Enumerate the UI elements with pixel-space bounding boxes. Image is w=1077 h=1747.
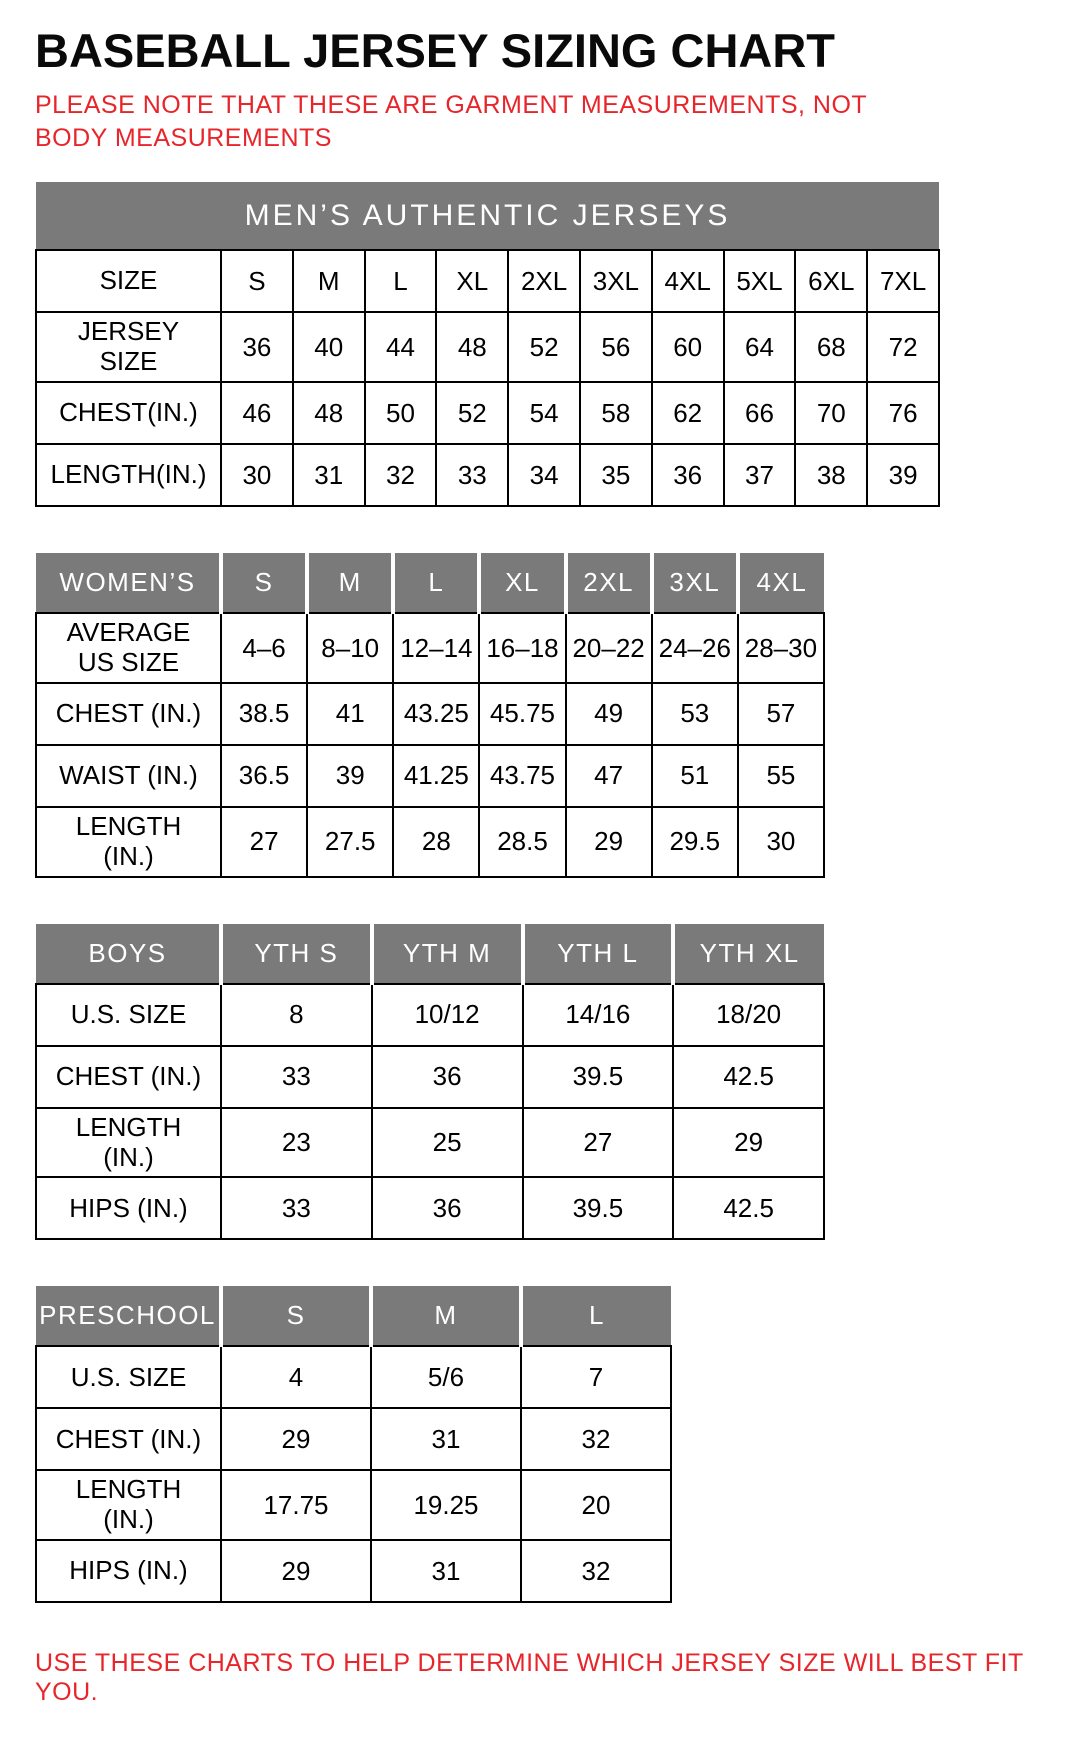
preschool-size-header-cell: M (371, 1286, 521, 1346)
value-cell: 18/20 (673, 984, 824, 1046)
value-cell: 4 (221, 1346, 371, 1408)
table-row (36, 984, 824, 1046)
value-cell: 30 (738, 807, 824, 877)
value-cell: 28 (393, 807, 479, 877)
value-cell: 43.25 (393, 683, 479, 745)
value-cell: 50 (365, 382, 437, 444)
value-cell: 31 (371, 1408, 521, 1470)
preschool-size-header-cell: L (521, 1286, 671, 1346)
value-cell: 64 (724, 312, 796, 382)
value-cell: 38 (795, 444, 867, 506)
row-label-cell: LENGTH (IN.) (36, 807, 221, 877)
value-cell: 36 (372, 1046, 523, 1108)
value-cell: 39.5 (523, 1177, 674, 1239)
table-row (36, 745, 824, 807)
value-cell: 20–22 (566, 613, 652, 683)
table-row (36, 1177, 824, 1239)
row-label-cell: CHEST (IN.) (36, 683, 221, 745)
table-row (36, 444, 939, 506)
value-cell: 52 (436, 382, 508, 444)
row-label-cell: SIZE (36, 250, 221, 312)
table-row (36, 807, 824, 877)
womens-size-header-cell: L (393, 553, 479, 613)
womens-size-header-cell: 3XL (652, 553, 738, 613)
value-cell: 38.5 (221, 683, 307, 745)
value-cell: 33 (221, 1177, 372, 1239)
sizing-tables-container (35, 182, 1042, 1603)
boys-size-header-cell: YTH S (221, 924, 372, 984)
value-cell: 36 (221, 312, 293, 382)
value-cell: 72 (867, 312, 939, 382)
value-cell: 7 (521, 1346, 671, 1408)
value-cell: 29 (673, 1108, 824, 1178)
table-row (36, 312, 939, 382)
value-cell: 60 (652, 312, 724, 382)
value-cell: 6XL (795, 250, 867, 312)
value-cell: 8–10 (307, 613, 393, 683)
value-cell: 7XL (867, 250, 939, 312)
mens-banner-row (36, 182, 939, 250)
row-label-cell: HIPS (IN.) (36, 1540, 221, 1602)
value-cell: 32 (521, 1408, 671, 1470)
row-label-cell: CHEST (IN.) (36, 1408, 221, 1470)
row-label-cell: U.S. SIZE (36, 984, 221, 1046)
womens-sizing-table (35, 553, 825, 878)
value-cell: 35 (580, 444, 652, 506)
value-cell: 68 (795, 312, 867, 382)
row-label-cell: HIPS (IN.) (36, 1177, 221, 1239)
value-cell: 27 (221, 807, 307, 877)
value-cell: 48 (293, 382, 365, 444)
value-cell: 41 (307, 683, 393, 745)
value-cell: 70 (795, 382, 867, 444)
row-label-cell: LENGTH (IN.) (36, 1108, 221, 1178)
value-cell: 52 (508, 312, 580, 382)
womens-size-header-cell: 2XL (566, 553, 652, 613)
value-cell: 37 (724, 444, 796, 506)
table-row (36, 250, 939, 312)
value-cell: 34 (508, 444, 580, 506)
value-cell: 62 (652, 382, 724, 444)
boys-size-header-cell: YTH XL (673, 924, 824, 984)
row-label-cell: AVERAGE US SIZE (36, 613, 221, 683)
row-label-cell: LENGTH(IN.) (36, 444, 221, 506)
value-cell: 16–18 (479, 613, 565, 683)
womens-header-row (36, 553, 824, 613)
value-cell: 58 (580, 382, 652, 444)
table-row (36, 1046, 824, 1108)
value-cell: 39 (867, 444, 939, 506)
value-cell: 40 (293, 312, 365, 382)
value-cell: 43.75 (479, 745, 565, 807)
value-cell: 28–30 (738, 613, 824, 683)
value-cell: XL (436, 250, 508, 312)
footer-note: USE THESE CHARTS TO HELP DETERMINE WHICH JERSEY SIZE WILL BEST FIT YOU. (35, 1649, 1024, 1707)
womens-size-header-cell: M (307, 553, 393, 613)
value-cell: 33 (436, 444, 508, 506)
value-cell: 66 (724, 382, 796, 444)
mens-banner: MEN’S AUTHENTIC JERSEYS (36, 182, 939, 250)
value-cell: 42.5 (673, 1177, 824, 1239)
row-label-cell: CHEST (IN.) (36, 1046, 221, 1108)
value-cell: 47 (566, 745, 652, 807)
value-cell: 31 (293, 444, 365, 506)
value-cell: 39.5 (523, 1046, 674, 1108)
row-label-cell: U.S. SIZE (36, 1346, 221, 1408)
womens-size-header-cell: XL (479, 553, 565, 613)
table-row (36, 1408, 671, 1470)
value-cell: 4XL (652, 250, 724, 312)
table-row (36, 1540, 671, 1602)
value-cell: 32 (365, 444, 437, 506)
value-cell: 39 (307, 745, 393, 807)
value-cell: 41.25 (393, 745, 479, 807)
value-cell: 10/12 (372, 984, 523, 1046)
row-label-cell: WAIST (IN.) (36, 745, 221, 807)
value-cell: 29.5 (652, 807, 738, 877)
value-cell: 29 (221, 1408, 371, 1470)
page-title: BASEBALL JERSEY SIZING CHART (35, 24, 835, 77)
value-cell: 3XL (580, 250, 652, 312)
value-cell: 76 (867, 382, 939, 444)
mens-sizing-table (35, 182, 940, 507)
womens-header-label: WOMEN’S (36, 553, 221, 613)
value-cell: 48 (436, 312, 508, 382)
value-cell: 56 (580, 312, 652, 382)
table-row (36, 1470, 671, 1540)
value-cell: 20 (521, 1470, 671, 1540)
value-cell: 36 (372, 1177, 523, 1239)
value-cell: 49 (566, 683, 652, 745)
boys-header-row (36, 924, 824, 984)
value-cell: 25 (372, 1108, 523, 1178)
value-cell: 36.5 (221, 745, 307, 807)
row-label-cell: LENGTH (IN.) (36, 1470, 221, 1540)
boys-size-header-cell: YTH M (372, 924, 523, 984)
row-label-cell: CHEST(IN.) (36, 382, 221, 444)
value-cell: 23 (221, 1108, 372, 1178)
value-cell: 57 (738, 683, 824, 745)
value-cell: 4–6 (221, 613, 307, 683)
value-cell: 31 (371, 1540, 521, 1602)
value-cell: L (365, 250, 437, 312)
value-cell: 29 (566, 807, 652, 877)
value-cell: 8 (221, 984, 372, 1046)
value-cell: 44 (365, 312, 437, 382)
boys-sizing-table (35, 924, 825, 1241)
value-cell: 46 (221, 382, 293, 444)
value-cell: 51 (652, 745, 738, 807)
table-row (36, 382, 939, 444)
value-cell: 36 (652, 444, 724, 506)
value-cell: 33 (221, 1046, 372, 1108)
value-cell: 42.5 (673, 1046, 824, 1108)
preschool-sizing-table (35, 1286, 672, 1603)
value-cell: S (221, 250, 293, 312)
womens-size-header-cell: S (221, 553, 307, 613)
value-cell: 24–26 (652, 613, 738, 683)
value-cell: 5/6 (371, 1346, 521, 1408)
value-cell: 30 (221, 444, 293, 506)
table-row (36, 1346, 671, 1408)
table-row (36, 683, 824, 745)
value-cell: 53 (652, 683, 738, 745)
value-cell: 2XL (508, 250, 580, 312)
value-cell: 19.25 (371, 1470, 521, 1540)
garment-measurement-note: PLEASE NOTE THAT THESE ARE GARMENT MEASUREMENTS, NOT BODY MEASUREMENTS (35, 91, 867, 152)
value-cell: 27 (523, 1108, 674, 1178)
boys-size-header-cell: YTH L (523, 924, 674, 984)
preschool-header-row (36, 1286, 671, 1346)
row-label-cell: JERSEY SIZE (36, 312, 221, 382)
value-cell: 29 (221, 1540, 371, 1602)
value-cell: 45.75 (479, 683, 565, 745)
boys-header-label: BOYS (36, 924, 221, 984)
value-cell: 28.5 (479, 807, 565, 877)
table-row (36, 613, 824, 683)
preschool-header-label: PRESCHOOL (36, 1286, 221, 1346)
value-cell: 14/16 (523, 984, 674, 1046)
womens-size-header-cell: 4XL (738, 553, 824, 613)
preschool-size-header-cell: S (221, 1286, 371, 1346)
value-cell: 32 (521, 1540, 671, 1602)
value-cell: 17.75 (221, 1470, 371, 1540)
value-cell: 5XL (724, 250, 796, 312)
table-row (36, 1108, 824, 1178)
value-cell: M (293, 250, 365, 312)
value-cell: 27.5 (307, 807, 393, 877)
value-cell: 55 (738, 745, 824, 807)
value-cell: 12–14 (393, 613, 479, 683)
value-cell: 54 (508, 382, 580, 444)
